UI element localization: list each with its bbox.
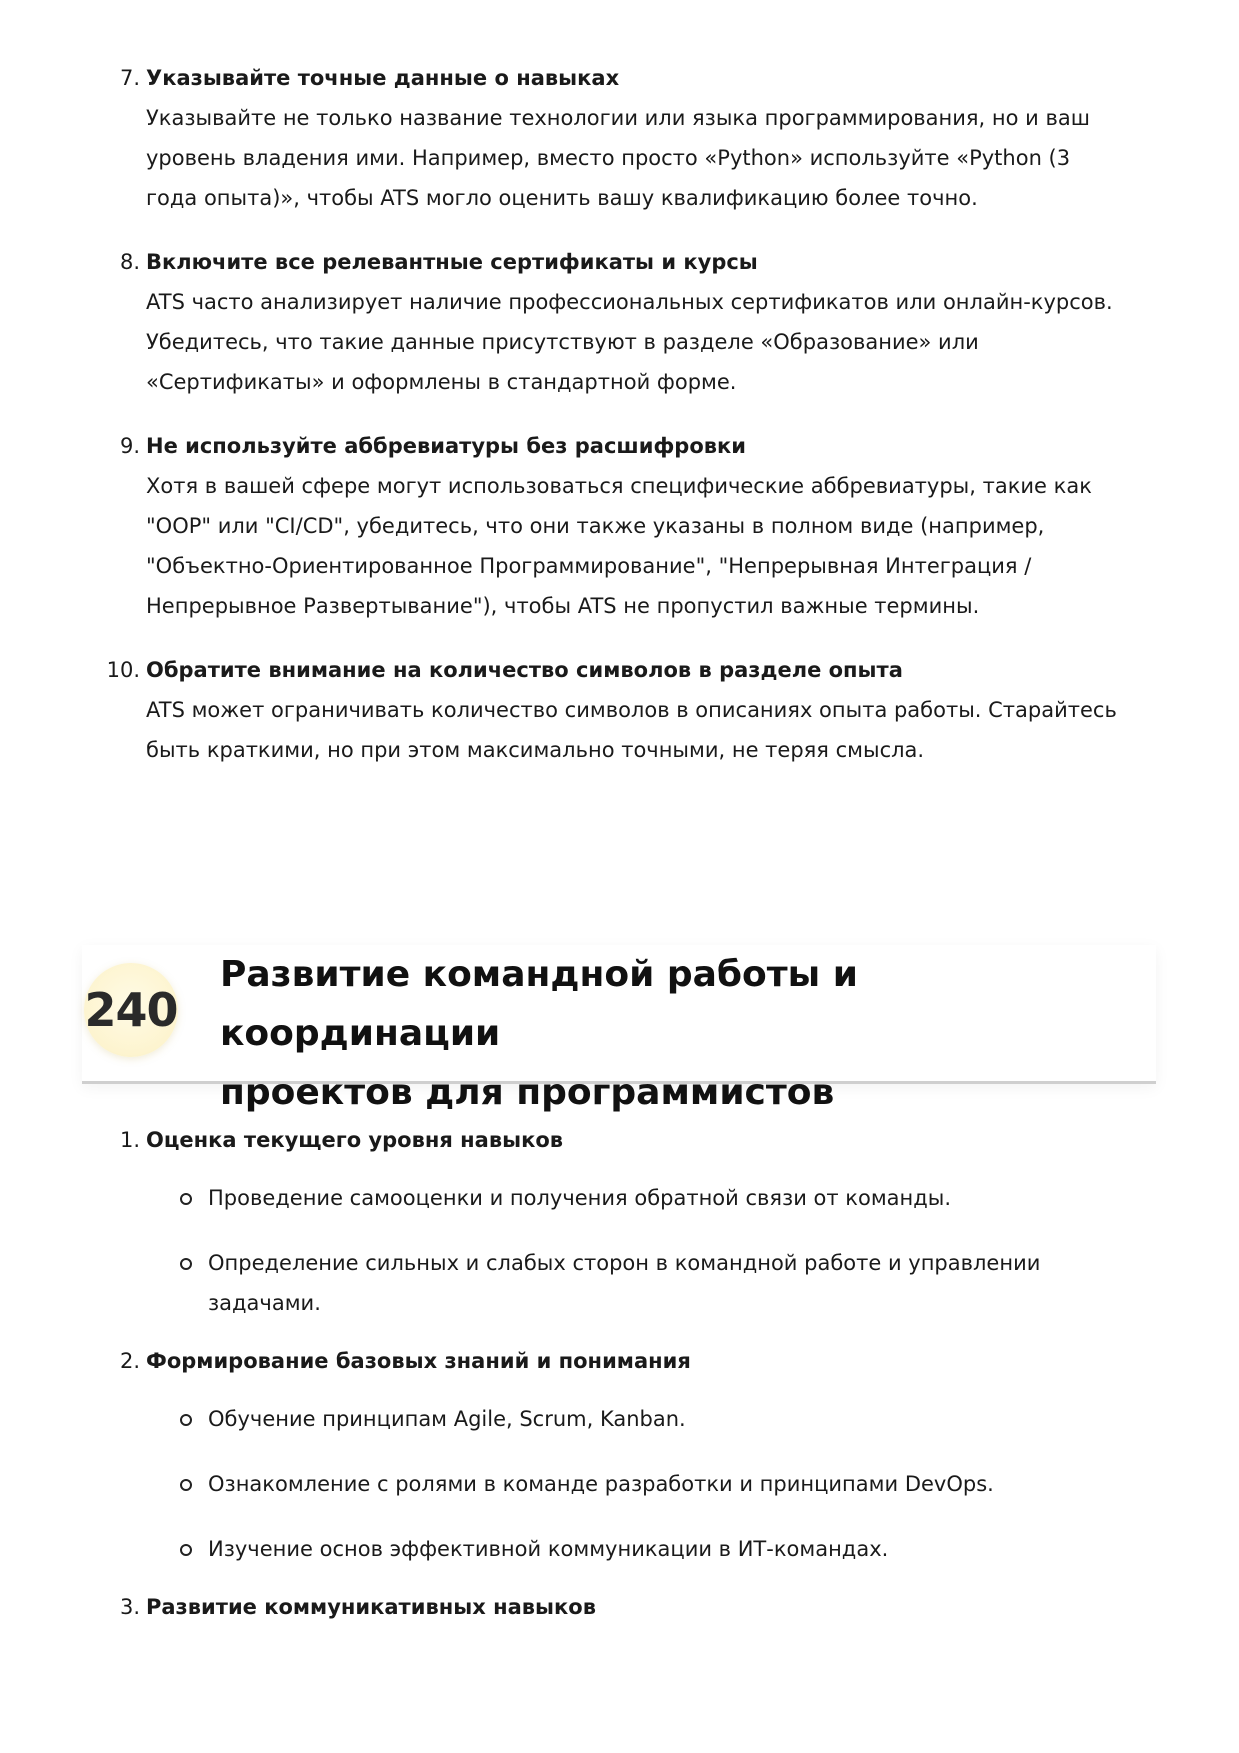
section-title-line: Развитие командной работы и координации [220, 954, 858, 1054]
section-header [82, 945, 1156, 1113]
item-text-line: уровень владения ими. Например, вместо просто «Python» используйте «Python (3 [146, 146, 1071, 170]
item-text-line: года опыта)», чтобы ATS могло оценить вашу квалификацию более точно. [146, 186, 978, 210]
sub-item-text: задачами. [208, 1291, 321, 1315]
list-item [96, 426, 1166, 626]
item-text-line: ATS часто анализирует наличие профессиональных сертификатов или онлайн-курсов. [146, 290, 1113, 314]
item-text-line: быть краткими, но при этом максимально точными, не теряя смысла. [146, 738, 925, 762]
sub-list [146, 1399, 1166, 1569]
circle-bullet-icon [180, 1193, 192, 1205]
circle-bullet-icon [180, 1479, 192, 1491]
sub-list-item [146, 1399, 1166, 1439]
item-number: 8. [119, 250, 140, 274]
sub-item-text: Обучение принципам Agile, Scrum, Kanban. [208, 1407, 686, 1431]
tips-list [96, 58, 1166, 794]
sub-list-item [146, 1464, 1166, 1504]
item-text-line: "Объектно-Ориентированное Программирование", "Непрерывная Интеграция / [146, 554, 1032, 578]
list-item [96, 650, 1166, 770]
item-number: 7. [119, 66, 140, 90]
item-number: 9. [119, 434, 140, 458]
circle-bullet-icon [180, 1258, 192, 1270]
sub-list [146, 1178, 1166, 1323]
item-title: Формирование базовых знаний и понимания [146, 1349, 691, 1373]
list-item [96, 1341, 1166, 1569]
item-title: Не используйте аббревиатуры без расшифровки [146, 434, 746, 458]
item-text-line: «Сертификаты» и оформлены в стандартной форме. [146, 370, 737, 394]
item-title: Указывайте точные данные о навыках [146, 66, 620, 90]
item-title: Включите все релевантные сертификаты и курсы [146, 250, 758, 274]
item-text-line: ATS может ограничивать количество символов в описаниях опыта работы. Старайтесь [146, 698, 1117, 722]
sub-item-text: Определение сильных и слабых сторон в командной работе и управлении [208, 1251, 1041, 1275]
item-title: Оценка текущего уровня навыков [146, 1128, 564, 1152]
section-title [220, 945, 1120, 1122]
sub-list-item [146, 1243, 1166, 1323]
sub-item-text: Изучение основ эффективной коммуникации в ИТ-командах. [208, 1537, 889, 1561]
item-text-line: Убедитесь, что такие данные присутствуют в разделе «Образование» или [146, 330, 979, 354]
item-title: Развитие коммуникативных навыков [146, 1595, 597, 1619]
sub-list-item [146, 1529, 1166, 1569]
item-text-line: Указывайте не только название технологии или языка программирования, но и ваш [146, 106, 1090, 130]
item-number: 3. [119, 1595, 140, 1619]
list-item [96, 242, 1166, 402]
circle-bullet-icon [180, 1544, 192, 1556]
item-text-line: "OOP" или "CI/CD", убедитесь, что они также указаны в полном виде (например, [146, 514, 1045, 538]
item-number: 2. [119, 1349, 140, 1373]
sub-item-text: Ознакомление с ролями в команде разработки и принципами DevOps. [208, 1472, 994, 1496]
item-text-line: Непрерывное Развертывание"), чтобы ATS не пропустил важные термины. [146, 594, 980, 618]
sub-item-text: Проведение самооценки и получения обратной связи от команды. [208, 1186, 952, 1210]
section-number-badge [84, 963, 178, 1057]
list-item [96, 1587, 1166, 1627]
item-number: 1. [119, 1128, 140, 1152]
list-item [96, 1120, 1166, 1323]
section-number: 240 [84, 983, 178, 1037]
steps-list [96, 1120, 1166, 1645]
sub-list-item [146, 1178, 1166, 1218]
circle-bullet-icon [180, 1414, 192, 1426]
section-title-line: проектов для программистов [220, 1072, 835, 1113]
item-title: Обратите внимание на количество символов в разделе опыта [146, 658, 903, 682]
item-number: 10. [106, 658, 140, 682]
list-item [96, 58, 1166, 218]
item-text-line: Хотя в вашей сфере могут использоваться специфические аббревиатуры, такие как [146, 474, 1092, 498]
